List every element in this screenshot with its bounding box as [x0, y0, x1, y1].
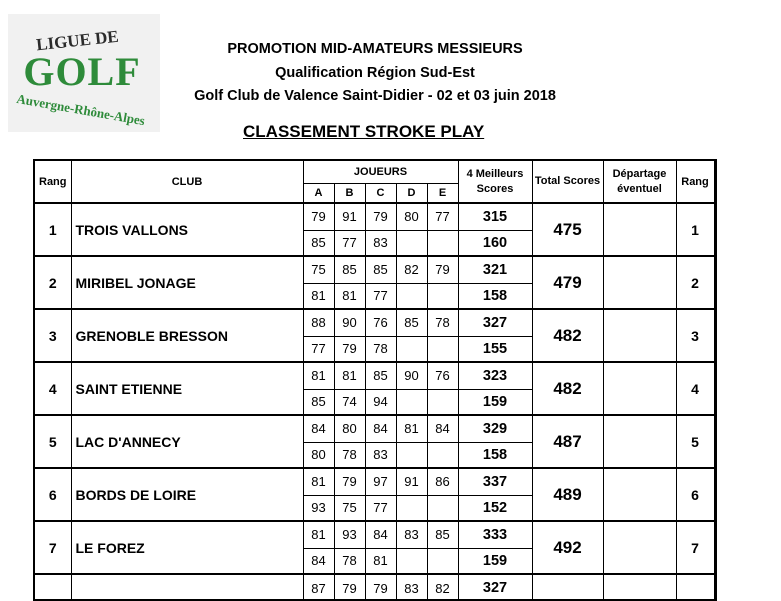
score-day1: 75 — [303, 256, 334, 283]
score-day1: 78 — [427, 309, 458, 336]
score-day1: 84 — [365, 521, 396, 548]
score-day2 — [396, 283, 427, 309]
score-day2 — [396, 389, 427, 415]
col-header-player-e: E — [427, 183, 458, 203]
rank-cell-right: 2 — [676, 256, 714, 309]
total-score: 492 — [532, 521, 603, 574]
score-day1: 90 — [396, 362, 427, 389]
rank-cell-right: 5 — [676, 415, 714, 468]
best4-day1: 337 — [458, 468, 532, 495]
score-day2: 77 — [365, 495, 396, 521]
score-day2: 84 — [303, 548, 334, 574]
col-header-best4: 4 Meilleurs Scores — [458, 160, 532, 203]
score-day2: 77 — [334, 230, 365, 256]
score-day2 — [427, 230, 458, 256]
logo-region-text: Auvergne-Rhône-Alpes — [15, 90, 147, 129]
score-day2: 80 — [303, 442, 334, 468]
score-day1: 77 — [427, 203, 458, 230]
total-score: 482 — [532, 362, 603, 415]
total-score: 489 — [532, 468, 603, 521]
rank-cell-right: 3 — [676, 309, 714, 362]
col-header-rang: Rang — [34, 160, 71, 203]
score-day1: 93 — [334, 521, 365, 548]
score-day1: 90 — [334, 309, 365, 336]
logo-golf-text: GOLF — [23, 49, 141, 94]
rank-cell-right: 7 — [676, 521, 714, 574]
departage-cell — [603, 468, 676, 521]
team-row — [34, 362, 716, 389]
rank-cell: 4 — [34, 362, 71, 415]
score-day1: 84 — [365, 415, 396, 442]
rank-cell-right: 4 — [676, 362, 714, 415]
total-score: 487 — [532, 415, 603, 468]
col-header-joueurs: JOUEURS — [303, 160, 458, 183]
score-day1: 84 — [427, 415, 458, 442]
score-day2: 79 — [334, 336, 365, 362]
competition-title: PROMOTION MID-AMATEURS MESSIEURS — [227, 41, 523, 57]
score-day2 — [396, 230, 427, 256]
score-day1: 79 — [427, 256, 458, 283]
best4-day1: 329 — [458, 415, 532, 442]
score-day2: 81 — [365, 548, 396, 574]
ligue-logo — [8, 14, 160, 132]
departage-cell — [603, 415, 676, 468]
score-day1: 81 — [303, 362, 334, 389]
score-day2 — [396, 495, 427, 521]
departage-cell — [603, 203, 676, 256]
score-day2: 77 — [365, 283, 396, 309]
ranking-table — [33, 159, 717, 601]
rank-cell: 6 — [34, 468, 71, 521]
score-day1: 86 — [427, 468, 458, 495]
score-day1: 79 — [334, 468, 365, 495]
score-day2 — [396, 548, 427, 574]
score-day2 — [396, 442, 427, 468]
best4-day1: 321 — [458, 256, 532, 283]
score-day2: 78 — [334, 442, 365, 468]
score-day2 — [427, 389, 458, 415]
empty-cell — [714, 574, 716, 600]
score-day1: 79 — [303, 203, 334, 230]
best4-day2: 159 — [458, 389, 532, 415]
score-day1: 79 — [334, 574, 365, 600]
best4-day2: 158 — [458, 283, 532, 309]
col-header-player-c: C — [365, 183, 396, 203]
rank-cell: 1 — [34, 203, 71, 256]
score-day1: 85 — [396, 309, 427, 336]
best4-day1: 323 — [458, 362, 532, 389]
score-day1: 76 — [427, 362, 458, 389]
score-day1: 81 — [303, 468, 334, 495]
score-day1: 79 — [365, 574, 396, 600]
rank-cell: 3 — [34, 309, 71, 362]
score-day1: 80 — [396, 203, 427, 230]
empty-cell — [532, 574, 603, 600]
score-day1: 84 — [303, 415, 334, 442]
score-day1: 91 — [334, 203, 365, 230]
score-day1: 85 — [365, 362, 396, 389]
total-score: 482 — [532, 309, 603, 362]
score-day2: 74 — [334, 389, 365, 415]
rank-cell: 7 — [34, 521, 71, 574]
club-name: GRENOBLE BRESSON — [71, 309, 303, 362]
best4-day1: 333 — [458, 521, 532, 548]
col-header-player-d: D — [396, 183, 427, 203]
col-header-rang-right: Rang — [676, 160, 714, 203]
empty-cell — [603, 574, 676, 600]
departage-cell — [603, 521, 676, 574]
club-name: MIRIBEL JONAGE — [71, 256, 303, 309]
score-day2: 81 — [303, 283, 334, 309]
team-row — [34, 203, 716, 230]
score-day1: 88 — [303, 309, 334, 336]
competition-venue-date: Golf Club de Valence Saint-Didier - 02 et 03 juin 2018 — [194, 88, 556, 104]
score-day1: 82 — [427, 574, 458, 600]
score-day2: 85 — [303, 230, 334, 256]
score-day2: 94 — [365, 389, 396, 415]
score-day2 — [427, 548, 458, 574]
team-row — [34, 468, 716, 495]
score-day2: 85 — [303, 389, 334, 415]
score-day2: 75 — [334, 495, 365, 521]
score-day2: 83 — [365, 230, 396, 256]
club-name: TROIS VALLONS — [71, 203, 303, 256]
best4-day2: 155 — [458, 336, 532, 362]
total-score: 475 — [532, 203, 603, 256]
score-day2 — [427, 442, 458, 468]
score-day1: 81 — [334, 362, 365, 389]
score-day1: 82 — [396, 256, 427, 283]
score-day2: 93 — [303, 495, 334, 521]
best4-day2: 158 — [458, 442, 532, 468]
logo-ligue-text: LIGUE DE — [35, 26, 120, 55]
departage-cell — [603, 309, 676, 362]
score-day2 — [427, 283, 458, 309]
score-day1: 80 — [334, 415, 365, 442]
score-day2 — [427, 495, 458, 521]
col-header-departage: Départage éventuel — [603, 160, 676, 203]
col-header-player-a: A — [303, 183, 334, 203]
score-day2 — [396, 336, 427, 362]
score-day1: 91 — [396, 468, 427, 495]
score-day1: 85 — [334, 256, 365, 283]
club-name — [71, 574, 303, 600]
score-day1: 79 — [365, 203, 396, 230]
score-day1: 81 — [396, 415, 427, 442]
club-name: SAINT ETIENNE — [71, 362, 303, 415]
rank-cell-right: 6 — [676, 468, 714, 521]
best4-day2: 152 — [458, 495, 532, 521]
club-name: BORDS DE LOIRE — [71, 468, 303, 521]
col-header-player-b: B — [334, 183, 365, 203]
rank-cell: 2 — [34, 256, 71, 309]
col-header-club: CLUB — [71, 160, 303, 203]
club-name: LAC D'ANNECY — [71, 415, 303, 468]
score-day2: 77 — [303, 336, 334, 362]
score-day2: 78 — [365, 336, 396, 362]
team-row-partial — [34, 574, 716, 600]
best4-day2: 159 — [458, 548, 532, 574]
rank-cell-right: 1 — [676, 203, 714, 256]
best4-day1: 327 — [458, 309, 532, 336]
best4-day1: 327 — [458, 574, 532, 600]
team-row — [34, 521, 716, 548]
col-header-total: Total Scores — [532, 160, 603, 203]
total-score: 479 — [532, 256, 603, 309]
score-day1: 87 — [303, 574, 334, 600]
score-day2: 81 — [334, 283, 365, 309]
competition-subtitle: Qualification Région Sud-Est — [275, 65, 475, 81]
best4-day2: 160 — [458, 230, 532, 256]
empty-cell — [676, 574, 714, 600]
score-day2: 83 — [365, 442, 396, 468]
score-day1: 83 — [396, 521, 427, 548]
departage-cell — [603, 256, 676, 309]
rank-cell: 5 — [34, 415, 71, 468]
departage-cell — [603, 362, 676, 415]
score-day1: 76 — [365, 309, 396, 336]
score-day1: 85 — [427, 521, 458, 548]
score-day2 — [427, 336, 458, 362]
team-row — [34, 415, 716, 442]
rank-cell — [34, 574, 71, 600]
score-day1: 83 — [396, 574, 427, 600]
club-name: LE FOREZ — [71, 521, 303, 574]
score-day1: 97 — [365, 468, 396, 495]
team-row — [34, 309, 716, 336]
score-day1: 85 — [365, 256, 396, 283]
team-row — [34, 256, 716, 283]
score-day1: 81 — [303, 521, 334, 548]
score-day2: 78 — [334, 548, 365, 574]
ranking-title: CLASSEMENT STROKE PLAY — [243, 122, 485, 141]
best4-day1: 315 — [458, 203, 532, 230]
